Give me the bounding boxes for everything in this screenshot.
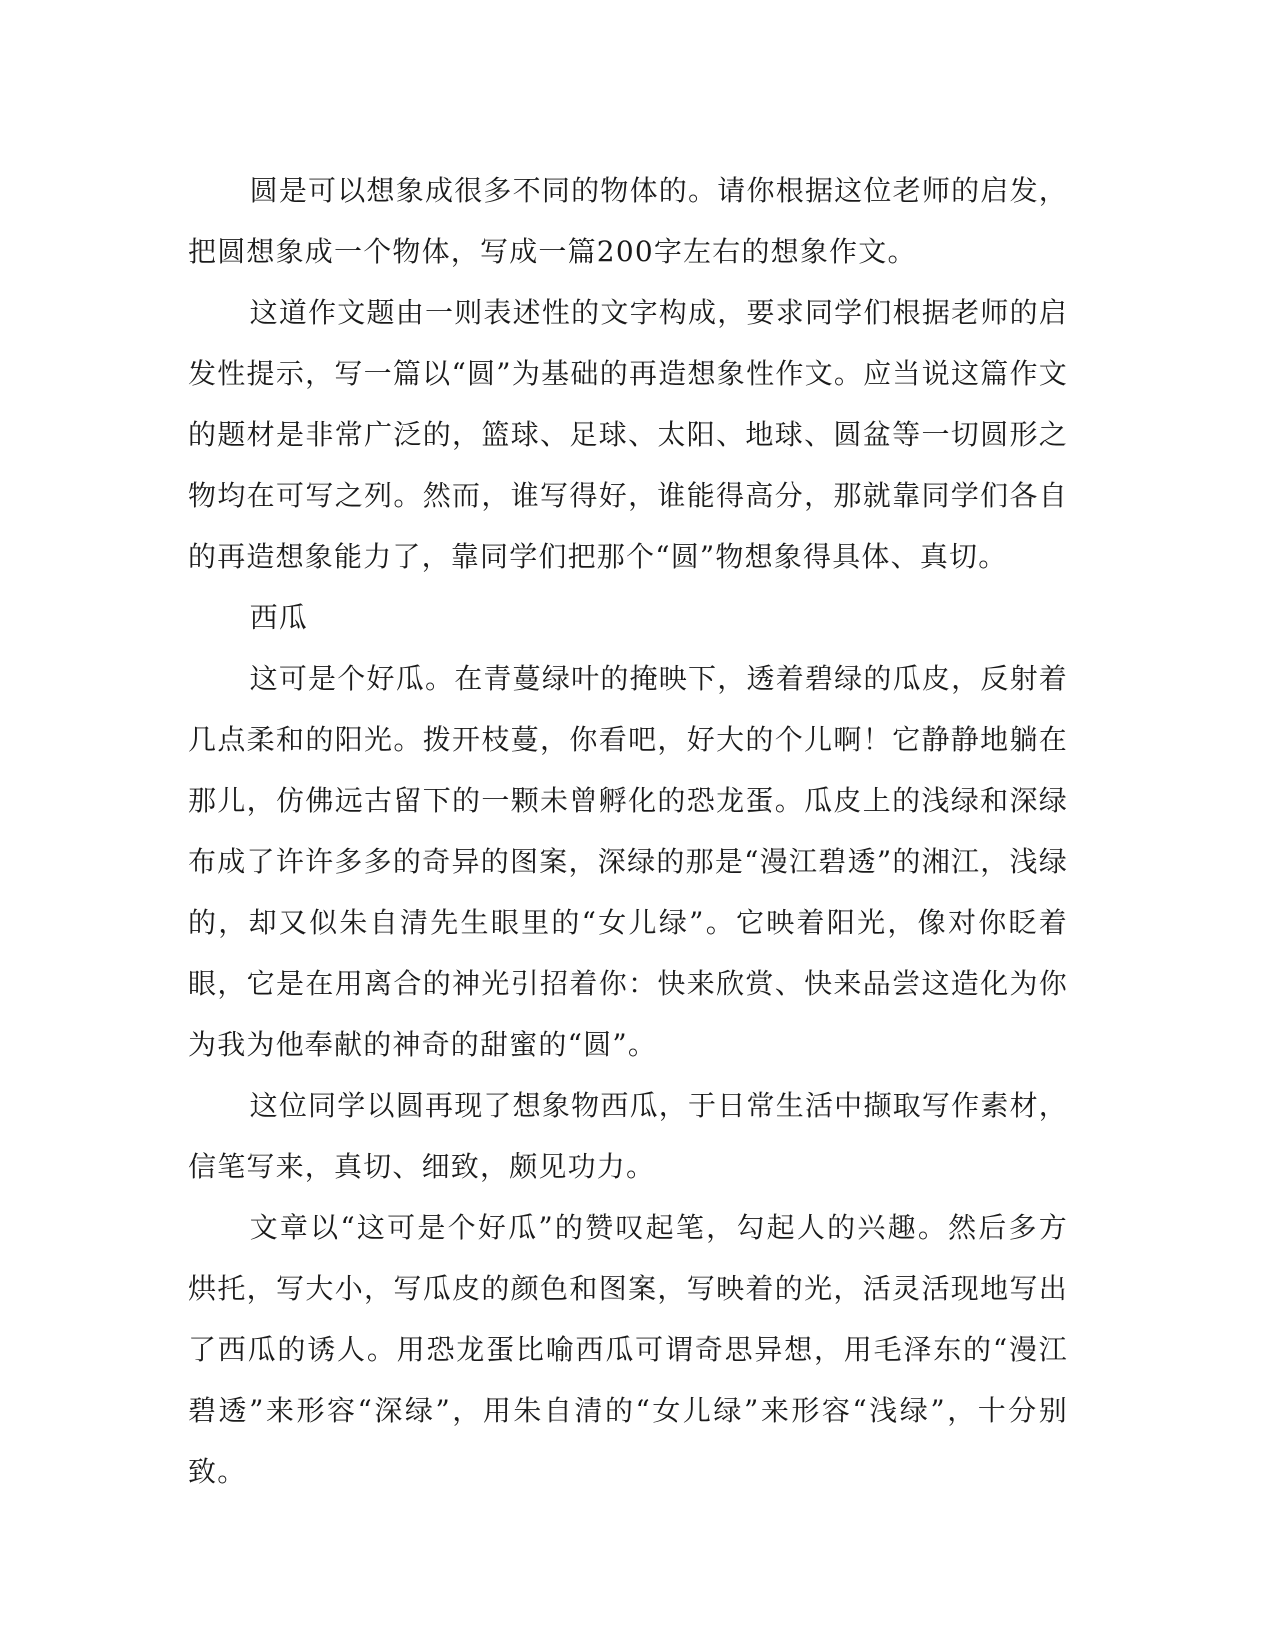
paragraph-prompt: 圆是可以想象成很多不同的物体的。请你根据这位老师的启发，把圆想象成一个物体，写成一篇200字左右的想象作文。	[188, 174, 1068, 268]
body-text	[188, 160, 1068, 1502]
paragraph-analysis: 这道作文题由一则表述性的文字构成，要求同学们根据老师的启发性提示，写一篇以“圆”为基础的再造想象性作文。应当说这篇作文的题材是非常广泛的，篮球、足球、太阳、地球、圆盆等一切圆形之物均在可写之列。然而，谁写得好，谁能得高分，那就靠同学们各自的再造想象能力了，靠同学们把那个“圆”物想象得具体、真切。	[188, 296, 1068, 573]
essay-title: 西瓜	[249, 601, 308, 634]
paragraph-comment-2: 文章以“这可是个好瓜”的赞叹起笔，勾起人的兴趣。然后多方烘托，写大小，写瓜皮的颜色和图案，写映着的光，活灵活现地写出了西瓜的诱人。用恐龙蛋比喻西瓜可谓奇思异想，用毛泽东的“漫江碧透”来形容“深绿”，用朱自清的“女儿绿”来形容“浅绿”，十分别致。	[188, 1211, 1068, 1488]
paragraph-comment-1: 这位同学以圆再现了想象物西瓜，于日常生活中撷取写作素材，信笔写来，真切、细致，颇见功力。	[188, 1089, 1068, 1183]
paragraph-essay: 这可是个好瓜。在青蔓绿叶的掩映下，透着碧绿的瓜皮，反射着几点柔和的阳光。拨开枝蔓，你看吧，好大的个儿啊！它静静地躺在那儿，仿佛远古留下的一颗未曾孵化的恐龙蛋。瓜皮上的浅绿和深绿布成了许许多多的奇异的图案，深绿的那是“漫江碧透”的湘江，浅绿的，却又似朱自清先生眼里的“女儿绿”。它映着阳光，像对你眨着眼，它是在用离合的神光引招着你：快来欣赏、快来品尝这造化为你为我为他奉献的神奇的甜蜜的“圆”。	[188, 662, 1068, 1061]
